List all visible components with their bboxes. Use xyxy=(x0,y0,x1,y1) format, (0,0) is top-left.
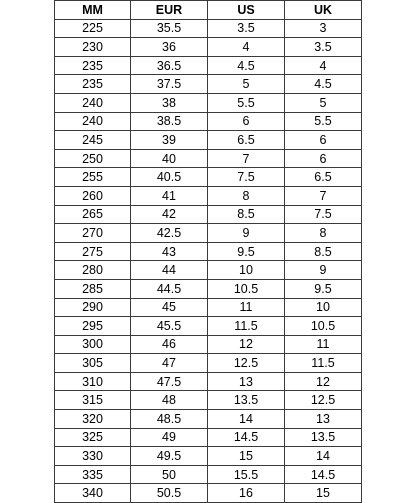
table-row xyxy=(55,317,362,336)
cell-us: 5 xyxy=(208,75,285,94)
cell-uk: 8 xyxy=(285,224,362,243)
cell-mm: 325 xyxy=(55,428,131,447)
cell-eur: 38.5 xyxy=(131,112,208,131)
cell-us: 12.5 xyxy=(208,354,285,373)
table-row xyxy=(55,131,362,150)
cell-uk: 3.5 xyxy=(285,38,362,57)
cell-uk: 10.5 xyxy=(285,317,362,336)
cell-uk: 11.5 xyxy=(285,354,362,373)
cell-uk: 5 xyxy=(285,93,362,112)
cell-eur: 49 xyxy=(131,428,208,447)
table-row xyxy=(55,335,362,354)
cell-eur: 45.5 xyxy=(131,317,208,336)
cell-uk: 14 xyxy=(285,447,362,466)
cell-us: 9.5 xyxy=(208,242,285,261)
table-row xyxy=(55,261,362,280)
cell-mm: 290 xyxy=(55,298,131,317)
cell-mm: 240 xyxy=(55,112,131,131)
table-row xyxy=(55,279,362,298)
cell-us: 14 xyxy=(208,410,285,429)
cell-us: 4 xyxy=(208,38,285,57)
header-row xyxy=(55,1,362,20)
cell-us: 15 xyxy=(208,447,285,466)
cell-eur: 47.5 xyxy=(131,372,208,391)
cell-us: 9 xyxy=(208,224,285,243)
cell-us: 7 xyxy=(208,149,285,168)
cell-eur: 43 xyxy=(131,242,208,261)
cell-eur: 50 xyxy=(131,465,208,484)
cell-uk: 14.5 xyxy=(285,465,362,484)
table-row xyxy=(55,149,362,168)
table-row xyxy=(55,391,362,410)
cell-mm: 315 xyxy=(55,391,131,410)
cell-mm: 230 xyxy=(55,38,131,57)
cell-mm: 225 xyxy=(55,19,131,38)
cell-mm: 305 xyxy=(55,354,131,373)
cell-mm: 295 xyxy=(55,317,131,336)
cell-us: 11.5 xyxy=(208,317,285,336)
table-row xyxy=(55,372,362,391)
cell-eur: 42 xyxy=(131,205,208,224)
cell-us: 4.5 xyxy=(208,56,285,75)
table-row xyxy=(55,205,362,224)
cell-mm: 310 xyxy=(55,372,131,391)
table-row xyxy=(55,168,362,187)
cell-us: 10.5 xyxy=(208,279,285,298)
cell-eur: 39 xyxy=(131,131,208,150)
cell-uk: 13.5 xyxy=(285,428,362,447)
table-row xyxy=(55,298,362,317)
cell-mm: 260 xyxy=(55,186,131,205)
table-row xyxy=(55,484,362,503)
cell-eur: 46 xyxy=(131,335,208,354)
cell-eur: 44 xyxy=(131,261,208,280)
table-row xyxy=(55,38,362,57)
cell-us: 6.5 xyxy=(208,131,285,150)
cell-mm: 250 xyxy=(55,149,131,168)
cell-mm: 330 xyxy=(55,447,131,466)
header-eur: EUR xyxy=(131,1,208,20)
table-row xyxy=(55,428,362,447)
cell-mm: 265 xyxy=(55,205,131,224)
cell-us: 13 xyxy=(208,372,285,391)
cell-mm: 255 xyxy=(55,168,131,187)
table-row xyxy=(55,354,362,373)
cell-us: 16 xyxy=(208,484,285,503)
cell-eur: 36.5 xyxy=(131,56,208,75)
cell-mm: 300 xyxy=(55,335,131,354)
table-row xyxy=(55,19,362,38)
cell-eur: 41 xyxy=(131,186,208,205)
table-body xyxy=(55,19,362,502)
cell-mm: 340 xyxy=(55,484,131,503)
cell-mm: 335 xyxy=(55,465,131,484)
table-header xyxy=(55,1,362,20)
cell-us: 7.5 xyxy=(208,168,285,187)
table-row xyxy=(55,112,362,131)
cell-uk: 6 xyxy=(285,131,362,150)
cell-uk: 6.5 xyxy=(285,168,362,187)
cell-uk: 8.5 xyxy=(285,242,362,261)
cell-uk: 9.5 xyxy=(285,279,362,298)
cell-eur: 49.5 xyxy=(131,447,208,466)
cell-mm: 235 xyxy=(55,56,131,75)
header-mm: MM xyxy=(55,1,131,20)
cell-us: 8.5 xyxy=(208,205,285,224)
cell-uk: 11 xyxy=(285,335,362,354)
cell-eur: 36 xyxy=(131,38,208,57)
cell-mm: 275 xyxy=(55,242,131,261)
cell-us: 5.5 xyxy=(208,93,285,112)
table-row xyxy=(55,93,362,112)
cell-eur: 38 xyxy=(131,93,208,112)
cell-uk: 4.5 xyxy=(285,75,362,94)
cell-us: 12 xyxy=(208,335,285,354)
cell-uk: 12.5 xyxy=(285,391,362,410)
cell-us: 14.5 xyxy=(208,428,285,447)
header-us: US xyxy=(208,1,285,20)
header-uk: UK xyxy=(285,1,362,20)
cell-us: 13.5 xyxy=(208,391,285,410)
table-row xyxy=(55,465,362,484)
cell-uk: 10 xyxy=(285,298,362,317)
cell-eur: 50.5 xyxy=(131,484,208,503)
cell-mm: 235 xyxy=(55,75,131,94)
cell-eur: 35.5 xyxy=(131,19,208,38)
cell-eur: 44.5 xyxy=(131,279,208,298)
cell-uk: 5.5 xyxy=(285,112,362,131)
cell-uk: 7.5 xyxy=(285,205,362,224)
cell-us: 8 xyxy=(208,186,285,205)
cell-us: 11 xyxy=(208,298,285,317)
cell-mm: 285 xyxy=(55,279,131,298)
table-row xyxy=(55,75,362,94)
cell-us: 10 xyxy=(208,261,285,280)
cell-mm: 270 xyxy=(55,224,131,243)
cell-uk: 6 xyxy=(285,149,362,168)
table-row xyxy=(55,224,362,243)
cell-eur: 47 xyxy=(131,354,208,373)
cell-uk: 7 xyxy=(285,186,362,205)
size-conversion-table xyxy=(54,0,362,503)
table-row xyxy=(55,56,362,75)
cell-eur: 40 xyxy=(131,149,208,168)
table-row xyxy=(55,186,362,205)
table-row xyxy=(55,410,362,429)
cell-uk: 12 xyxy=(285,372,362,391)
cell-uk: 9 xyxy=(285,261,362,280)
table-row xyxy=(55,242,362,261)
cell-us: 3.5 xyxy=(208,19,285,38)
cell-eur: 37.5 xyxy=(131,75,208,94)
cell-uk: 15 xyxy=(285,484,362,503)
cell-eur: 40.5 xyxy=(131,168,208,187)
cell-uk: 13 xyxy=(285,410,362,429)
cell-mm: 245 xyxy=(55,131,131,150)
cell-us: 15.5 xyxy=(208,465,285,484)
cell-uk: 3 xyxy=(285,19,362,38)
cell-eur: 45 xyxy=(131,298,208,317)
cell-eur: 42.5 xyxy=(131,224,208,243)
cell-eur: 48.5 xyxy=(131,410,208,429)
cell-uk: 4 xyxy=(285,56,362,75)
cell-mm: 320 xyxy=(55,410,131,429)
cell-us: 6 xyxy=(208,112,285,131)
cell-mm: 240 xyxy=(55,93,131,112)
cell-eur: 48 xyxy=(131,391,208,410)
cell-mm: 280 xyxy=(55,261,131,280)
